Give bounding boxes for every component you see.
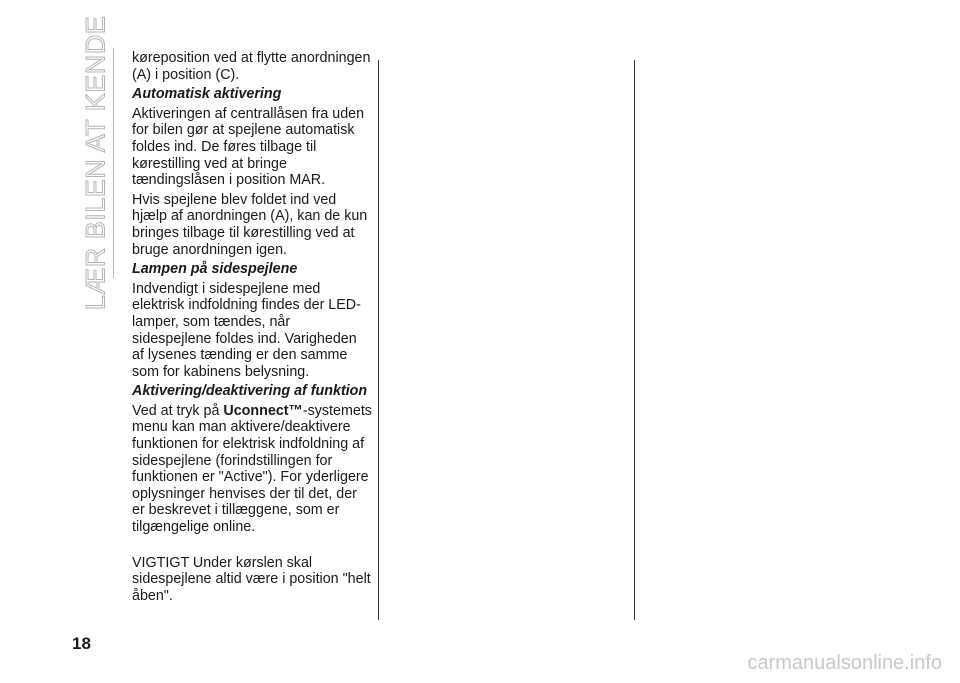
- text-column: [132, 50, 372, 607]
- watermark: carmanualsonline.info: [747, 652, 942, 674]
- page-number: 18: [72, 634, 91, 653]
- column-divider: [634, 60, 635, 620]
- paragraph-text: -systemets menu kan man aktivere/deaktivere funktionen for elektrisk indfoldning af sidespejlene (forindstillingen for funktionen er "Active"). For yderligere oplysninger henvises der til det, der er beskrevet i tillæggene, som er tilgængelige online.: [132, 402, 372, 536]
- paragraph: Aktiveringen af centrallåsen fra uden for bilen gør at spejlene automatisk foldes ind. De føres tilbage til kørestilling ved at bringe tændingslåsen i position MAR.: [132, 105, 365, 189]
- section-heading: Automatisk aktivering: [132, 86, 282, 103]
- chapter-title: LÆR BILEN AT KENDE: [80, 15, 111, 311]
- chapter-tab: [80, 15, 112, 311]
- paragraph: Indvendigt i sidespejlene med elektrisk indfoldning findes der LED-lamper, som tændes, når sidespejlene foldes ind. Varigheden af lysenes tænding er den samme som for kabinens belysning.: [132, 280, 361, 380]
- paragraph: [132, 403, 372, 536]
- section-heading: Lampen på sidespejlene: [132, 261, 298, 278]
- column-divider: [378, 60, 379, 620]
- paragraph: køreposition ved at flytte anordningen (A) i position (C).: [132, 50, 371, 83]
- section-heading: Aktivering/deaktivering af funktion: [132, 383, 368, 400]
- paragraph: Hvis spejlene blev foldet ind ved hjælp af anordningen (A), kan de kun bringes tilbage til kørestilling ved at bruge anordningen igen.: [132, 191, 368, 258]
- brand-name: Uconnect™: [223, 402, 303, 419]
- spacer: [132, 539, 372, 555]
- paragraph-text: Ved at tryk på: [132, 402, 224, 419]
- warning-note: VIGTIGT Under kørslen skal sidespejlene altid være i position "helt åben".: [132, 554, 371, 604]
- chapter-divider: [113, 48, 114, 278]
